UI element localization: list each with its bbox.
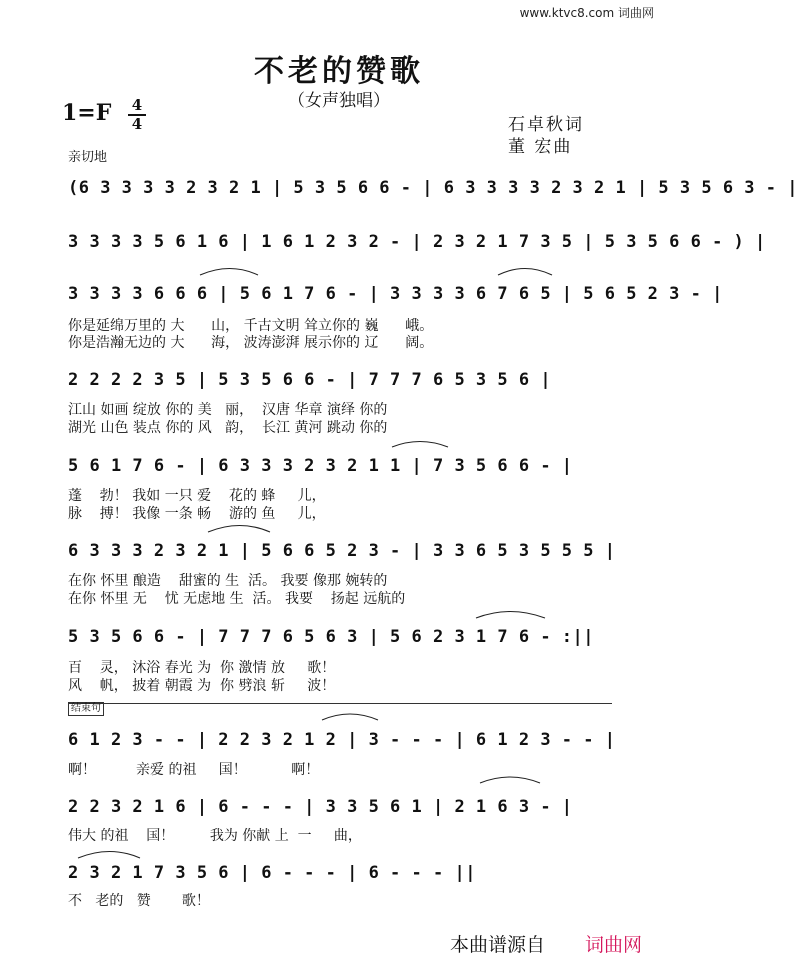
source-label: 本曲谱源自 bbox=[450, 934, 546, 956]
lyricist-credit: 石卓秋词 bbox=[508, 115, 584, 135]
site-logo-text[interactable]: 词曲网 bbox=[585, 934, 643, 956]
notation-row-9: 2 2 3 2 1 6 | 6 - - - | 3 3 5 6 1 | 2 1 6 3 - | bbox=[68, 797, 573, 817]
slur bbox=[78, 852, 140, 859]
lyric-v1-line-2: 江山 如画 绽放 你的 美 丽， 汉唐 华章 演绎 你的 bbox=[68, 402, 388, 418]
lyric-v1-line-5: 百 灵， 沐浴 春光 为 你 激情 放 歌！ bbox=[68, 660, 336, 676]
slur bbox=[208, 526, 270, 533]
coda-label: 结束句 bbox=[68, 702, 104, 716]
notation-row-3: 3 3 3 3 6 6 6 | 5 6 1 7 6 - | 3 3 3 3 6 7 6 5 | 5 6 5 2 3 - | bbox=[68, 284, 723, 304]
notation-row-4: 2 2 2 2 3 5 | 5 3 5 6 6 - | 7 7 7 6 5 3 5 6 | bbox=[68, 370, 552, 390]
notation-row-6: 6 3 3 3 2 3 2 1 | 5 6 6 5 2 3 - | 3 3 6 5 3 5 5 5 | bbox=[68, 541, 616, 561]
lyric-v2-line-5: 风 帆， 披着 朝霞 为 你 劈浪 斩 波！ bbox=[68, 678, 336, 694]
key-signature: 1=F bbox=[62, 100, 112, 126]
meter-bottom: 4 bbox=[131, 115, 143, 133]
expression-mark: 亲切地 bbox=[68, 150, 108, 165]
lyric-v2-line-1: 你是浩瀚无边的 大 海， 波涛澎湃 展示你的 辽 阔。 bbox=[68, 335, 434, 351]
lyric-coda-line-1: 啊！ 亲爱 的祖 国！ 啊！ bbox=[68, 762, 320, 778]
slur bbox=[476, 612, 545, 619]
lyric-v1-line-4: 在你 怀里 酿造 甜蜜的 生 活。 我要 像那 婉转的 bbox=[68, 573, 388, 589]
slur bbox=[498, 269, 552, 276]
lyric-v2-line-2: 湖光 山色 装点 你的 风 韵， 长江 黄河 跳动 你的 bbox=[68, 420, 388, 436]
slur bbox=[322, 714, 378, 720]
notation-row-8: 6 1 2 3 - - | 2 2 3 2 1 2 | 3 - - - | 6 1 2 3 - - | bbox=[68, 730, 616, 750]
slur bbox=[392, 442, 448, 448]
slur bbox=[200, 269, 258, 276]
lyric-v1-line-3: 蓬 勃！ 我如 一只 爱 花的 蜂 儿， bbox=[68, 488, 326, 504]
composer-credit: 董 宏曲 bbox=[508, 137, 573, 157]
meter-top: 4 bbox=[131, 96, 143, 114]
notation-row-10: 2 3 2 1 7 3 5 6 | 6 - - - | 6 - - - || bbox=[68, 863, 476, 883]
lyric-coda-line-3: 不 老的 赞 歌！ bbox=[68, 893, 210, 909]
lyric-coda-line-2: 伟大 的祖 国！ 我为 你献 上 一 曲， bbox=[68, 828, 362, 844]
lyric-v2-line-3: 脉 搏！ 我像 一条 畅 游的 鱼 儿， bbox=[68, 506, 326, 522]
slur bbox=[480, 777, 540, 783]
notation-row-7: 5 3 5 6 6 - | 7 7 7 6 5 6 3 | 5 6 2 3 1 7 6 - :|| bbox=[68, 627, 595, 647]
song-title: 不老的赞歌 bbox=[254, 54, 424, 89]
notation-row-5: 5 6 1 7 6 - | 6 3 3 3 2 3 2 1 1 | 7 3 5 6 6 - | bbox=[68, 456, 573, 476]
lyric-v1-line-1: 你是延绵万里的 大 山， 千古文明 耸立你的 巍 峨。 bbox=[68, 318, 434, 334]
notation-row-1: (6 3 3 3 3 2 3 2 1 | 5 3 5 6 6 - | 6 3 3 3 3 2 3 2 1 | 5 3 5 6 3 - | bbox=[68, 178, 798, 198]
lyric-v2-line-4: 在你 怀里 无 忧 无虑地 生 活。 我要 扬起 远航的 bbox=[68, 591, 406, 607]
notation-row-2: 3 3 3 3 5 6 1 6 | 1 6 1 2 3 2 - | 2 3 2 1 7 3 5 | 5 3 5 6 6 - ) | bbox=[68, 232, 766, 252]
song-subtitle: （女声独唱） bbox=[288, 91, 390, 111]
site-url[interactable]: www.ktvc8.com 词曲网 bbox=[519, 6, 654, 20]
